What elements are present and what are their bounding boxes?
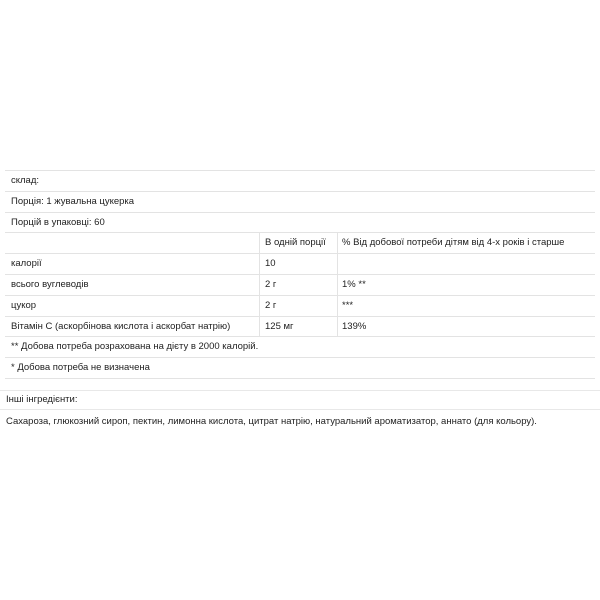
nutrient-amount: 10 [265, 258, 276, 270]
header-per-serving: В одній порції [265, 237, 326, 249]
column-divider [259, 275, 260, 295]
table-row [5, 296, 595, 317]
column-divider [337, 296, 338, 316]
column-divider [259, 296, 260, 316]
nutrient-amount: 2 г [265, 299, 277, 311]
table-row [5, 254, 595, 275]
nutrient-amount: 2 г [265, 278, 277, 290]
supplement-facts-table [5, 170, 595, 379]
nutrient-name: Вітамін С (аскорбінова кислота і аскорбат натрію) [11, 320, 231, 332]
column-divider [259, 317, 260, 337]
column-divider [259, 233, 260, 253]
column-divider [259, 254, 260, 274]
table-row [5, 275, 595, 296]
column-divider [337, 317, 338, 337]
other-ingredients-text: Сахароза, глюкозний сироп, пектин, лимонна кислота, цитрат натрію, натуральний ароматизатор, аннато (для кольору). [6, 416, 537, 427]
footnote-not-established: * Добова потреба не визначена [11, 362, 150, 374]
footnote-row [5, 358, 595, 379]
footnote-daily-value-basis: ** Добова потреба розрахована на дієту в 2000 калорій. [11, 341, 259, 353]
column-divider [337, 275, 338, 295]
header-daily-value: % Від добової потреби дітям від 4-х років і старше [342, 237, 565, 249]
composition-label: склад: [11, 175, 40, 186]
table-row [5, 317, 595, 338]
footnote-row [5, 337, 595, 358]
nutrient-daily-value: 1% ** [342, 278, 366, 290]
servings-per-container: Порцій в упаковці: 60 [11, 216, 105, 228]
divider [0, 409, 600, 410]
serving-size-row [5, 192, 595, 213]
column-divider [337, 254, 338, 274]
divider [0, 390, 600, 391]
nutrient-name: всього вуглеводів [11, 278, 89, 290]
column-divider [337, 233, 338, 253]
serving-size: Порція: 1 жувальна цукерка [11, 195, 135, 207]
nutrient-name: калорії [11, 258, 42, 270]
nutrient-daily-value: 139% [342, 320, 367, 332]
table-header-row [5, 233, 595, 254]
nutrient-amount: 125 мг [265, 320, 294, 332]
nutrient-name: цукор [11, 299, 37, 311]
other-ingredients-heading: Інші інгредієнти: [6, 394, 78, 405]
composition-row [5, 171, 595, 192]
servings-per-container-row [5, 213, 595, 234]
nutrient-daily-value: *** [342, 299, 354, 311]
